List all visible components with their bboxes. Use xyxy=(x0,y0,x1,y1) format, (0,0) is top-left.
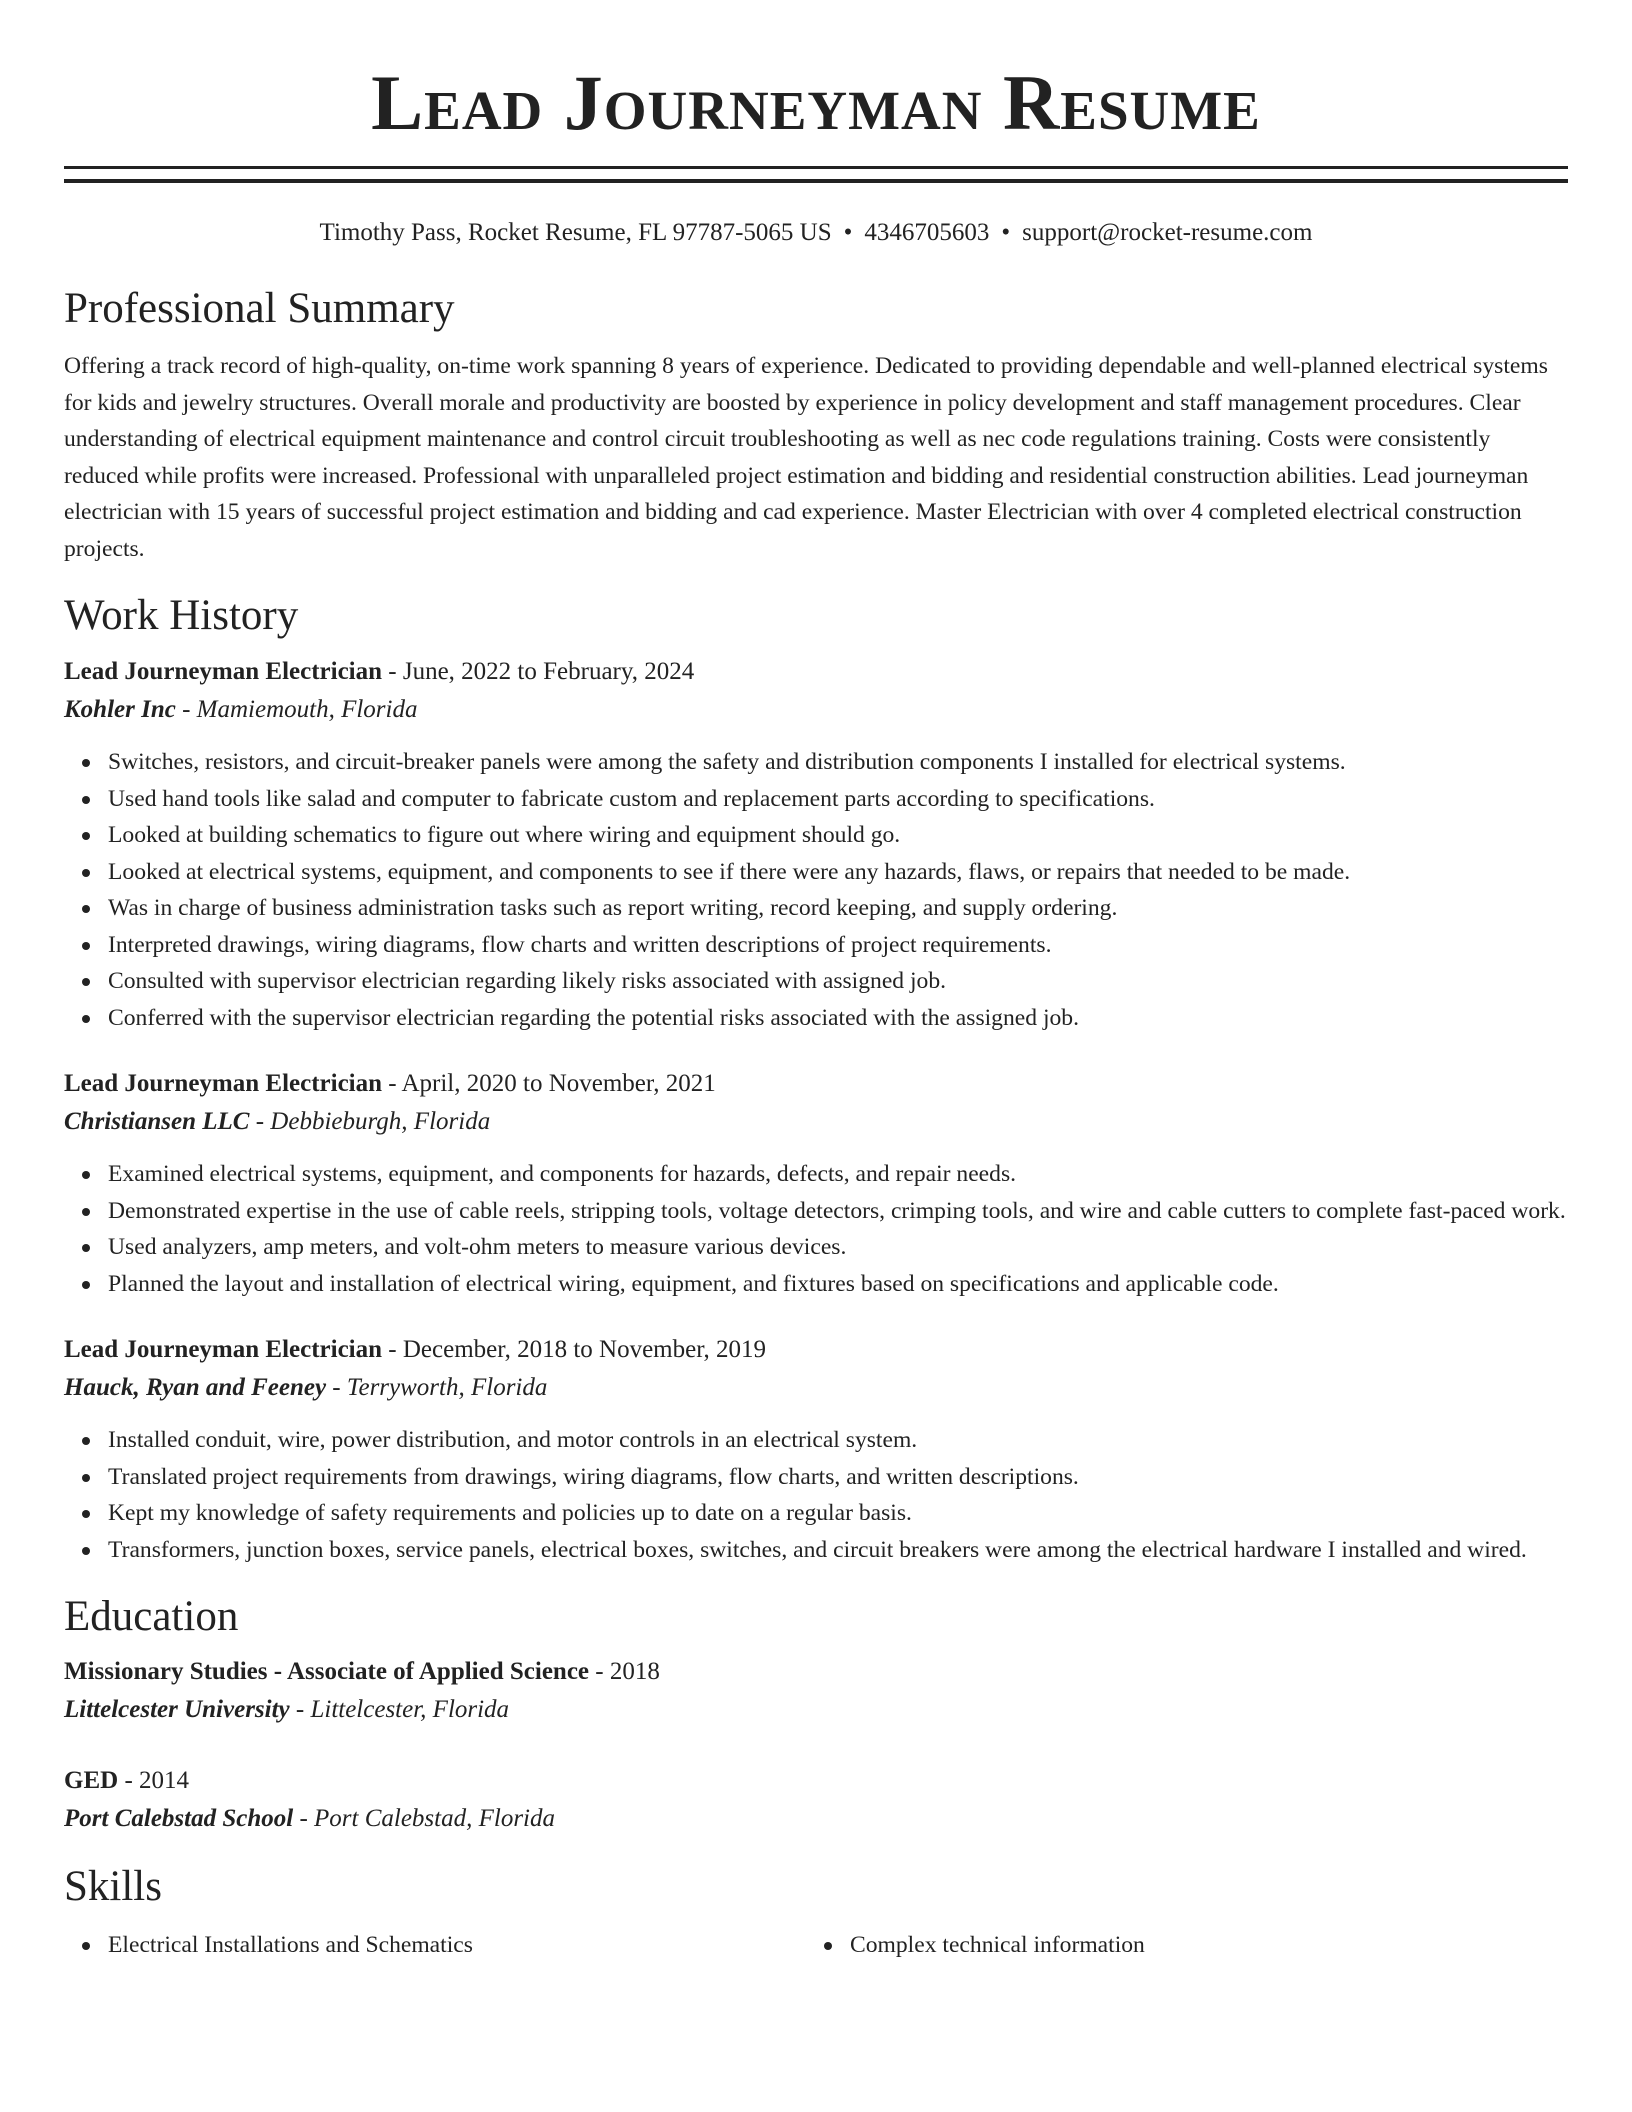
job-bullet: Kept my knowledge of safety requirements and policies up to date on a regular basis. xyxy=(108,1495,1568,1532)
skills-column-left xyxy=(64,1927,806,1964)
job-bullet: Planned the layout and installation of electrical wiring, equipment, and fixtures based on specifications and applicable code. xyxy=(108,1266,1568,1303)
job-bullet: Conferred with the supervisor electrician regarding the potential risks associated with the assigned job. xyxy=(108,1000,1568,1037)
job-company-line xyxy=(64,691,1568,729)
job-company: Kohler Inc xyxy=(64,696,176,723)
education-entry xyxy=(64,1762,1568,1838)
summary-heading: Professional Summary xyxy=(64,285,455,332)
summary-text: Offering a track record of high-quality, on-time work spanning 8 years of experience. Dedicated to providing dependable and well-planned electrical systems for kids and jewelry structures. Overall morale and productivity are boosted by experience in policy development and staff management procedures. Clear understanding of electrical equipment maintenance and control circuit troubleshooting as well as nec code regulations training. Costs were consistently reduced while profits were increased. Professional with unparalleled project estimation and bidding and residential construction abilities. Lead journeyman electrician with 15 years of successful project estimation and bidding and cad experience. Master Electrician with over 4 completed electrical construction projects. xyxy=(64,353,1548,562)
skills-column-right xyxy=(806,1927,1548,1964)
job-entry xyxy=(64,1065,1568,1302)
job-entry xyxy=(64,653,1568,1036)
job-title: Lead Journeyman Electrician xyxy=(64,1336,383,1363)
job-bullet: Was in charge of business administration tasks such as report writing, record keeping, and supply ordering. xyxy=(108,890,1568,927)
work-history-heading: Work History xyxy=(64,592,299,639)
job-bullet: Looked at electrical systems, equipment, and components to see if there were any hazards, flaws, or repairs that needed to be made. xyxy=(108,854,1568,891)
job-company: Christiansen LLC xyxy=(64,1108,250,1135)
job-bullet: Examined electrical systems, equipment, and components for hazards, defects, and repair needs. xyxy=(108,1156,1568,1193)
job-title: Lead Journeyman Electrician xyxy=(64,1070,383,1097)
contact-separator: • xyxy=(1001,219,1011,246)
job-bullet: Consulted with supervisor electrician regarding likely risks associated with assigned job. xyxy=(108,963,1568,1000)
education-school: Littelcester University xyxy=(64,1696,290,1723)
skills-list xyxy=(64,1927,1568,1964)
job-location: - Debbieburgh, Florida xyxy=(249,1108,491,1135)
job-bullets xyxy=(64,744,1568,1036)
job-dates: - June, 2022 to February, 2024 xyxy=(382,658,695,685)
title-divider xyxy=(64,166,1568,183)
skills-heading: Skills xyxy=(64,1863,162,1910)
education-entry xyxy=(64,1653,1568,1729)
job-title: Lead Journeyman Electrician xyxy=(64,658,383,685)
contact-line xyxy=(64,215,1568,251)
education-location: - Littelcester, Florida xyxy=(289,1696,510,1723)
job-bullet: Used hand tools like salad and computer to fabricate custom and replacement parts according to specifications. xyxy=(108,781,1568,818)
job-bullet: Looked at building schematics to figure out where wiring and equipment should go. xyxy=(108,817,1568,854)
education-school-line xyxy=(64,1691,1568,1729)
job-entry xyxy=(64,1331,1568,1568)
skill-item: Complex technical information xyxy=(850,1927,1548,1964)
job-bullet: Installed conduit, wire, power distribution, and motor controls in an electrical system. xyxy=(108,1422,1568,1459)
job-title-line xyxy=(64,653,1568,691)
job-bullet: Transformers, junction boxes, service panels, electrical boxes, switches, and circuit breakers were among the electrical hardware I installed and wired. xyxy=(108,1532,1568,1569)
job-location: - Mamiemouth, Florida xyxy=(175,696,418,723)
job-title-line xyxy=(64,1065,1568,1103)
job-bullet: Demonstrated expertise in the use of cable reels, stripping tools, voltage detectors, crimping tools, and wire and cable cutters to complete fast-paced work. xyxy=(108,1193,1568,1230)
education-degree: Missionary Studies - Associate of Applied Science xyxy=(64,1658,590,1685)
job-bullet: Used analyzers, amp meters, and volt-ohm meters to measure various devices. xyxy=(108,1229,1568,1266)
job-dates: - December, 2018 to November, 2019 xyxy=(382,1336,767,1363)
skill-item: Electrical Installations and Schematics xyxy=(108,1927,806,1964)
job-company: Hauck, Ryan and Feeney xyxy=(64,1374,327,1401)
job-bullet: Translated project requirements from drawings, wiring diagrams, flow charts, and written descriptions. xyxy=(108,1459,1568,1496)
education-degree-line xyxy=(64,1653,1568,1691)
education-degree: GED xyxy=(64,1767,119,1794)
job-bullets xyxy=(64,1156,1568,1302)
job-location: - Terryworth, Florida xyxy=(326,1374,548,1401)
job-company-line xyxy=(64,1369,1568,1407)
job-bullet: Interpreted drawings, wiring diagrams, flow charts and written descriptions of project requirements. xyxy=(108,927,1568,964)
job-bullets xyxy=(64,1422,1568,1568)
job-dates: - April, 2020 to November, 2021 xyxy=(382,1070,716,1097)
education-location: - Port Calebstad, Florida xyxy=(293,1805,555,1832)
job-title-line xyxy=(64,1331,1568,1369)
contact-address: Timothy Pass, Rocket Resume, FL 97787-5065 US xyxy=(319,219,832,246)
education-year: - 2014 xyxy=(118,1767,190,1794)
education-school-line xyxy=(64,1800,1568,1838)
education-heading: Education xyxy=(64,1593,239,1640)
job-company-line xyxy=(64,1103,1568,1141)
resume-title: Lead Journeyman Resume xyxy=(371,59,1261,146)
contact-email: support@rocket-resume.com xyxy=(1022,219,1313,246)
contact-phone: 4346705603 xyxy=(864,219,990,246)
education-school: Port Calebstad School xyxy=(64,1805,294,1832)
education-degree-line xyxy=(64,1762,1568,1800)
job-bullet: Switches, resistors, and circuit-breaker panels were among the safety and distribution components I installed for electrical systems. xyxy=(108,744,1568,781)
contact-separator: • xyxy=(843,219,853,246)
education-year: - 2018 xyxy=(589,1658,660,1685)
